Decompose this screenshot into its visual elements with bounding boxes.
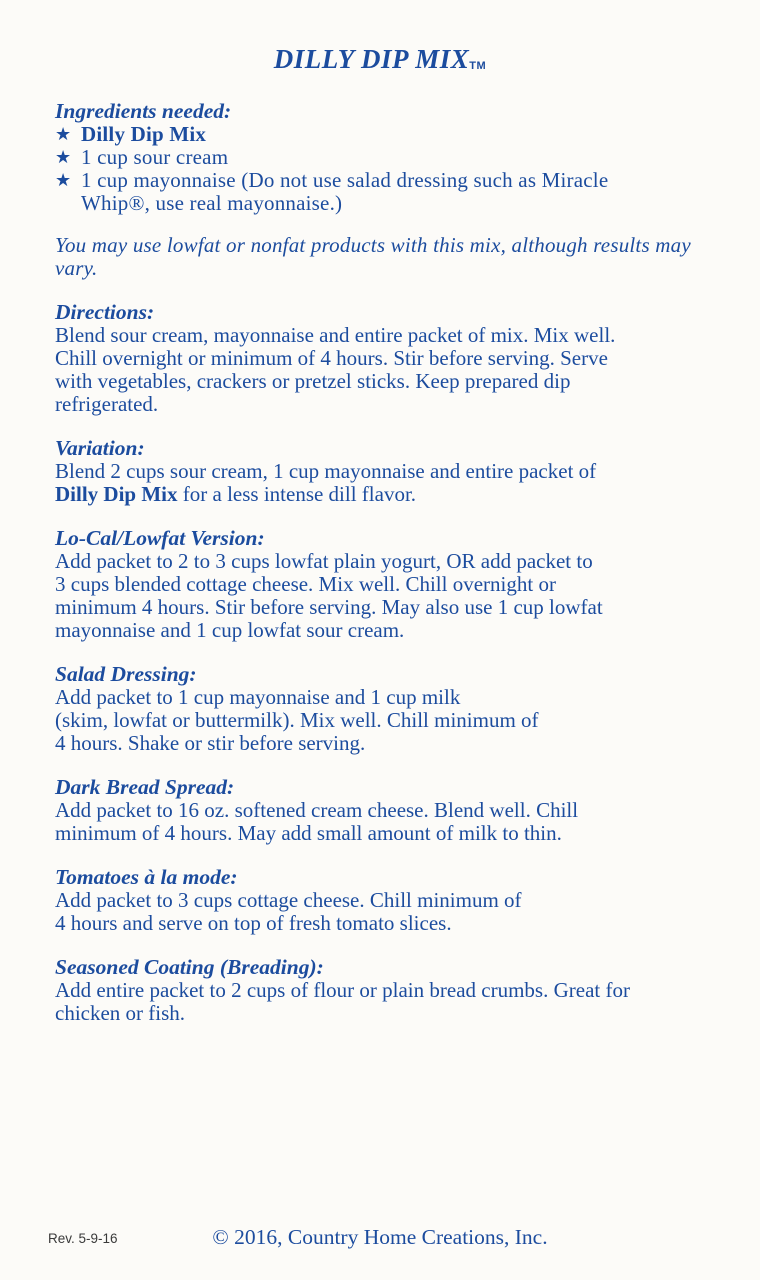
note-line: You may use lowfat or nonfat products with this mix, although results may — [55, 233, 691, 257]
ingredient-line: 1 cup mayonnaise (Do not use salad dressing such as Miracle — [81, 168, 609, 192]
section-line: 4 hours. Shake or stir before serving. — [55, 731, 366, 755]
recipe-section — [55, 956, 712, 1025]
ingredients-heading: Ingredients needed: — [55, 99, 232, 123]
section-line: 3 cups blended cottage cheese. Mix well. Chill overnight or — [55, 572, 556, 596]
ingredient-text — [81, 146, 228, 169]
section-line: Blend 2 cups sour cream, 1 cup mayonnaise and entire packet of — [55, 459, 597, 483]
section-line: Blend sour cream, mayonnaise and entire packet of mix. Mix well. — [55, 323, 616, 347]
recipe-section — [55, 301, 712, 416]
page-title-text: DILLY DIP MIX — [273, 44, 470, 74]
ingredient-line: Whip®, use real mayonnaise.) — [81, 191, 343, 215]
star-bullet-icon: ★ — [55, 147, 72, 167]
section-line: 4 hours and serve on top of fresh tomato slices. — [55, 911, 452, 935]
section-heading: Tomatoes à la mode: — [55, 865, 238, 889]
section-line: Add packet to 1 cup mayonnaise and 1 cup milk — [55, 685, 461, 709]
recipe-section — [55, 527, 712, 642]
recipe-section — [55, 866, 712, 935]
section-heading: Lo-Cal/Lowfat Version: — [55, 526, 265, 550]
ingredient-item — [55, 169, 712, 215]
section-line: Add packet to 16 oz. softened cream cheese. Blend well. Chill — [55, 798, 579, 822]
section-line: minimum of 4 hours. May add small amount of milk to thin. — [55, 821, 562, 845]
section-line: minimum 4 hours. Stir before serving. May also use 1 cup lowfat — [55, 595, 603, 619]
ingredient-line: Dilly Dip Mix — [81, 122, 207, 146]
ingredient-text — [81, 123, 206, 146]
copyright-text: © 2016, Country Home Creations, Inc. — [212, 1225, 548, 1249]
section-line: mayonnaise and 1 cup lowfat sour cream. — [55, 618, 405, 642]
ingredients-list — [55, 123, 712, 215]
revision-label: Rev. 5-9-16 — [48, 1231, 118, 1246]
recipe-section — [55, 437, 712, 506]
star-bullet-icon: ★ — [55, 170, 72, 190]
ingredient-item — [55, 123, 712, 146]
section-heading: Salad Dressing: — [55, 662, 197, 686]
star-bullet-icon: ★ — [55, 124, 72, 144]
recipe-sections — [55, 301, 712, 1025]
section-heading: Seasoned Coating (Breading): — [55, 955, 324, 979]
note-line: vary. — [55, 256, 98, 280]
section-line: (skim, lowfat or buttermilk). Mix well. Chill minimum of — [55, 708, 539, 732]
section-line: Add entire packet to 2 cups of flour or plain bread crumbs. Great for — [55, 978, 630, 1002]
lowfat-note — [55, 234, 712, 280]
footer — [0, 1220, 760, 1250]
section-heading: Dark Bread Spread: — [55, 775, 235, 799]
section-line: Add packet to 3 cups cottage cheese. Chill minimum of — [55, 888, 522, 912]
page-title — [48, 44, 712, 80]
section-line: chicken or fish. — [55, 1001, 186, 1025]
trademark-symbol: TM — [469, 60, 487, 72]
section-line: Add packet to 2 to 3 cups lowfat plain yogurt, OR add packet to — [55, 549, 593, 573]
recipe-section — [55, 776, 712, 845]
ingredients-section — [55, 100, 712, 215]
section-heading: Variation: — [55, 436, 145, 460]
section-line: refrigerated. — [55, 392, 159, 416]
ingredient-text — [81, 169, 608, 215]
ingredient-line: 1 cup sour cream — [81, 145, 229, 169]
ingredient-item — [55, 146, 712, 169]
bold-product-name: Dilly Dip Mix — [55, 482, 178, 506]
section-line: Dilly Dip Mix for a less intense dill flavor. — [55, 482, 417, 506]
section-line: Chill overnight or minimum of 4 hours. Stir before serving. Serve — [55, 346, 608, 370]
section-line: with vegetables, crackers or pretzel sticks. Keep prepared dip — [55, 369, 571, 393]
recipe-section — [55, 663, 712, 755]
section-heading: Directions: — [55, 300, 155, 324]
